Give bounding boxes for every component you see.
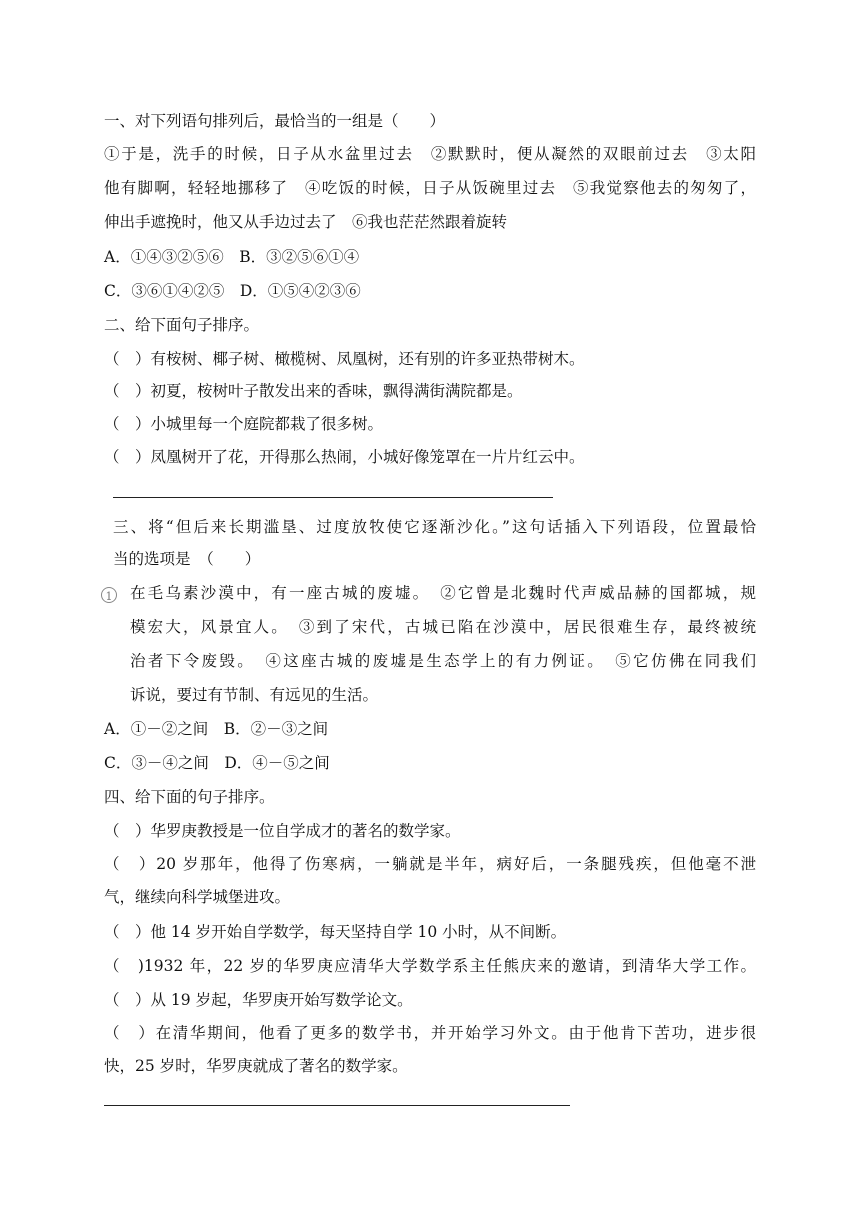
circled-number-mark: [100, 586, 118, 604]
q1-title: 一、对下列语句排列后，最恰当的一组是（ ）: [104, 112, 446, 130]
q3-title-line: 三、将“但后来长期滥垦、过度放牧使它逐渐沙化。”这句话插入下列语段，位置最恰: [113, 518, 756, 536]
q1-body-line: 伸出手遮挽时，他又从手边过去了 ⑥我也茫茫然跟着旋转: [104, 213, 508, 231]
q2-item: （ ）小城里每一个庭院都栽了很多树。: [104, 415, 384, 433]
q3-body-line: 治者下令废毁。 ④这座古城的废墟是生态学上的有力例证。 ⑤它仿佛在同我们: [130, 652, 756, 670]
q3-body-line: 模宏大，风景宜人。 ③到了宋代，古城已陷在沙漠中，居民很难生存，最终被统: [130, 618, 756, 636]
q3-body-line: 诉说，要过有节制、有远见的生活。: [130, 686, 379, 704]
q1-body-line: 他有脚啊，轻轻地挪移了 ④吃饭的时候，日子从饭碗里过去 ⑤我觉察他去的匆匆了，: [104, 179, 756, 197]
q4-line: （ ）从 19 岁起，华罗庚开始写数学论文。: [104, 991, 413, 1009]
circle-mark-digit: 1: [105, 590, 113, 603]
answer-line: [113, 497, 553, 498]
q3-body-line: 在毛乌素沙漠中，有一座古城的废墟。 ②它曾是北魏时代声威品赫的国都城，规: [130, 584, 756, 602]
q4-line: （ ）他 14 岁开始自学数学，每天坚持自学 10 小时，从不间断。: [104, 923, 567, 941]
q4-line: （ )1932 年，22 岁的华罗庚应清华大学数学系主任熊庆来的邀请，到清华大学工作。: [104, 957, 756, 975]
q4-line: （ ）20 岁那年，他得了伤寒病，一躺就是半年，病好后，一条腿残疾，但他毫不泄: [104, 855, 756, 873]
q1-option-row: C．③⑥①④②⑤ D．①⑤④②③⑥: [104, 282, 361, 300]
q3-title-line: 当的选项是 （ ）: [113, 550, 261, 568]
q1-option-row: A．①④③②⑤⑥ B．③②⑤⑥①④: [104, 248, 360, 266]
q3-option-row: C．③－④之间 D．④－⑤之间: [104, 754, 330, 772]
q2-item: （ ）有桉树、椰子树、橄榄树、凤凰树，还有别的许多亚热带树木。: [104, 350, 585, 368]
q2-item: （ ）初夏，桉树叶子散发出来的香味，飘得满街满院都是。: [104, 382, 523, 400]
q4-line: 快，25 岁时，华罗庚就成了著名的数学家。: [104, 1057, 408, 1075]
answer-line: [104, 1105, 570, 1106]
q4-line: 气，继续向科学城堡进攻。: [104, 888, 291, 906]
q2-item: （ ）凤凰树开了花，开得那么热闹，小城好像笼罩在一片片红云中。: [104, 448, 585, 466]
q4-line: （ ）在清华期间，他看了更多的数学书，并开始学习外文。由于他肯下苦功，进步很: [104, 1024, 756, 1042]
q4-title: 四、给下面的句子排序。: [104, 788, 275, 806]
q4-line: （ ）华罗庚教授是一位自学成才的著名的数学家。: [104, 822, 461, 840]
q1-body-line: ①于是，洗手的时候，日子从水盆里过去 ②默默时，便从凝然的双眼前过去 ③太阳: [104, 145, 756, 163]
q2-title: 二、给下面句子排序。: [104, 316, 260, 334]
q3-option-row: A．①－②之间 B．②－③之间: [104, 720, 329, 738]
